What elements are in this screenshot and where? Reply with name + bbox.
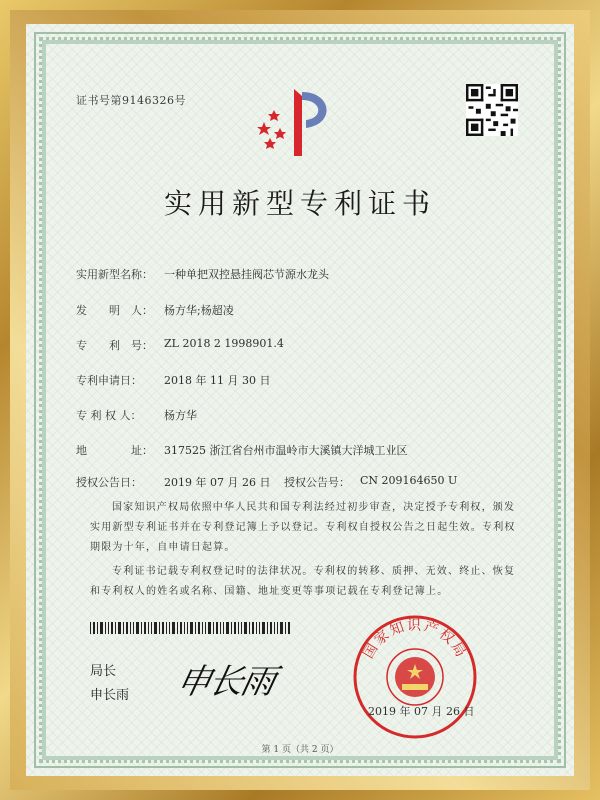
cnipa-logo-icon [254, 84, 344, 164]
field-value-filing-date: 2018 年 11 月 30 日 [164, 374, 271, 387]
seal-text: 国家知识产权局 [360, 618, 470, 662]
national-emblem-icon [350, 612, 480, 742]
barcode-icon [90, 622, 290, 634]
field-value-patentee: 杨方华 [164, 409, 197, 422]
field-value-patent-no: ZL 2018 2 1998901.4 [164, 337, 284, 350]
certificate-paper [26, 24, 574, 776]
director-signature: 申长雨 [173, 662, 278, 702]
field-label-inventor: 发 明 人： [76, 304, 153, 317]
certificate-title: 实用新型专利证书 [163, 187, 436, 220]
seal-date: 2019 年 07 月 26 日 [368, 705, 475, 718]
page-footer: 第 1 页（共 2 页） [261, 745, 339, 755]
field-label-filing-date: 专利申请日： [76, 374, 142, 387]
director-name: 申长雨 [90, 688, 130, 703]
field-value-grant-date: 2019 年 07 月 26 日 [164, 476, 271, 489]
svg-text:国家知识产权局 [360, 618, 469, 662]
field-label-patentee: 专 利 权 人： [76, 409, 142, 422]
field-value-inventor: 杨方华;杨超凌 [164, 304, 234, 317]
field-value-name: 一种单把双控悬挂阀芯节源水龙头 [164, 268, 329, 281]
field-value-address: 317525 浙江省台州市温岭市大溪镇大洋城工业区 [164, 444, 408, 457]
director-title: 局长 [90, 664, 117, 679]
qr-code-icon [466, 84, 518, 136]
field-value-grant-no: CN 209164650 U [360, 474, 458, 487]
body-paragraph-1: 国家知识产权局依照中华人民共和国专利法经过初步审查，决定授予专利权，颁发实用新型专利证书并在专利登记簿上予以登记。专利权自授权公告之日起生效。专利权期限为十年，自申请日起算。 [90, 502, 516, 553]
field-label-grant-no: 授权公告号： [284, 476, 350, 489]
field-label-name: 实用新型名称： [76, 268, 153, 281]
field-label-address: 地 址： [76, 444, 153, 457]
field-label-patent-no: 专 利 号： [76, 339, 153, 352]
field-label-grant-date: 授权公告日： [76, 476, 142, 489]
certificate-number: 证书号第9146326号 [76, 94, 186, 107]
body-paragraph-2: 专利证书记载专利权登记时的法律状况。专利权的转移、质押、无效、终止、恢复和专利权人的姓名或名称、国籍、地址变更等事项记载在专利登记簿上。 [90, 566, 516, 597]
